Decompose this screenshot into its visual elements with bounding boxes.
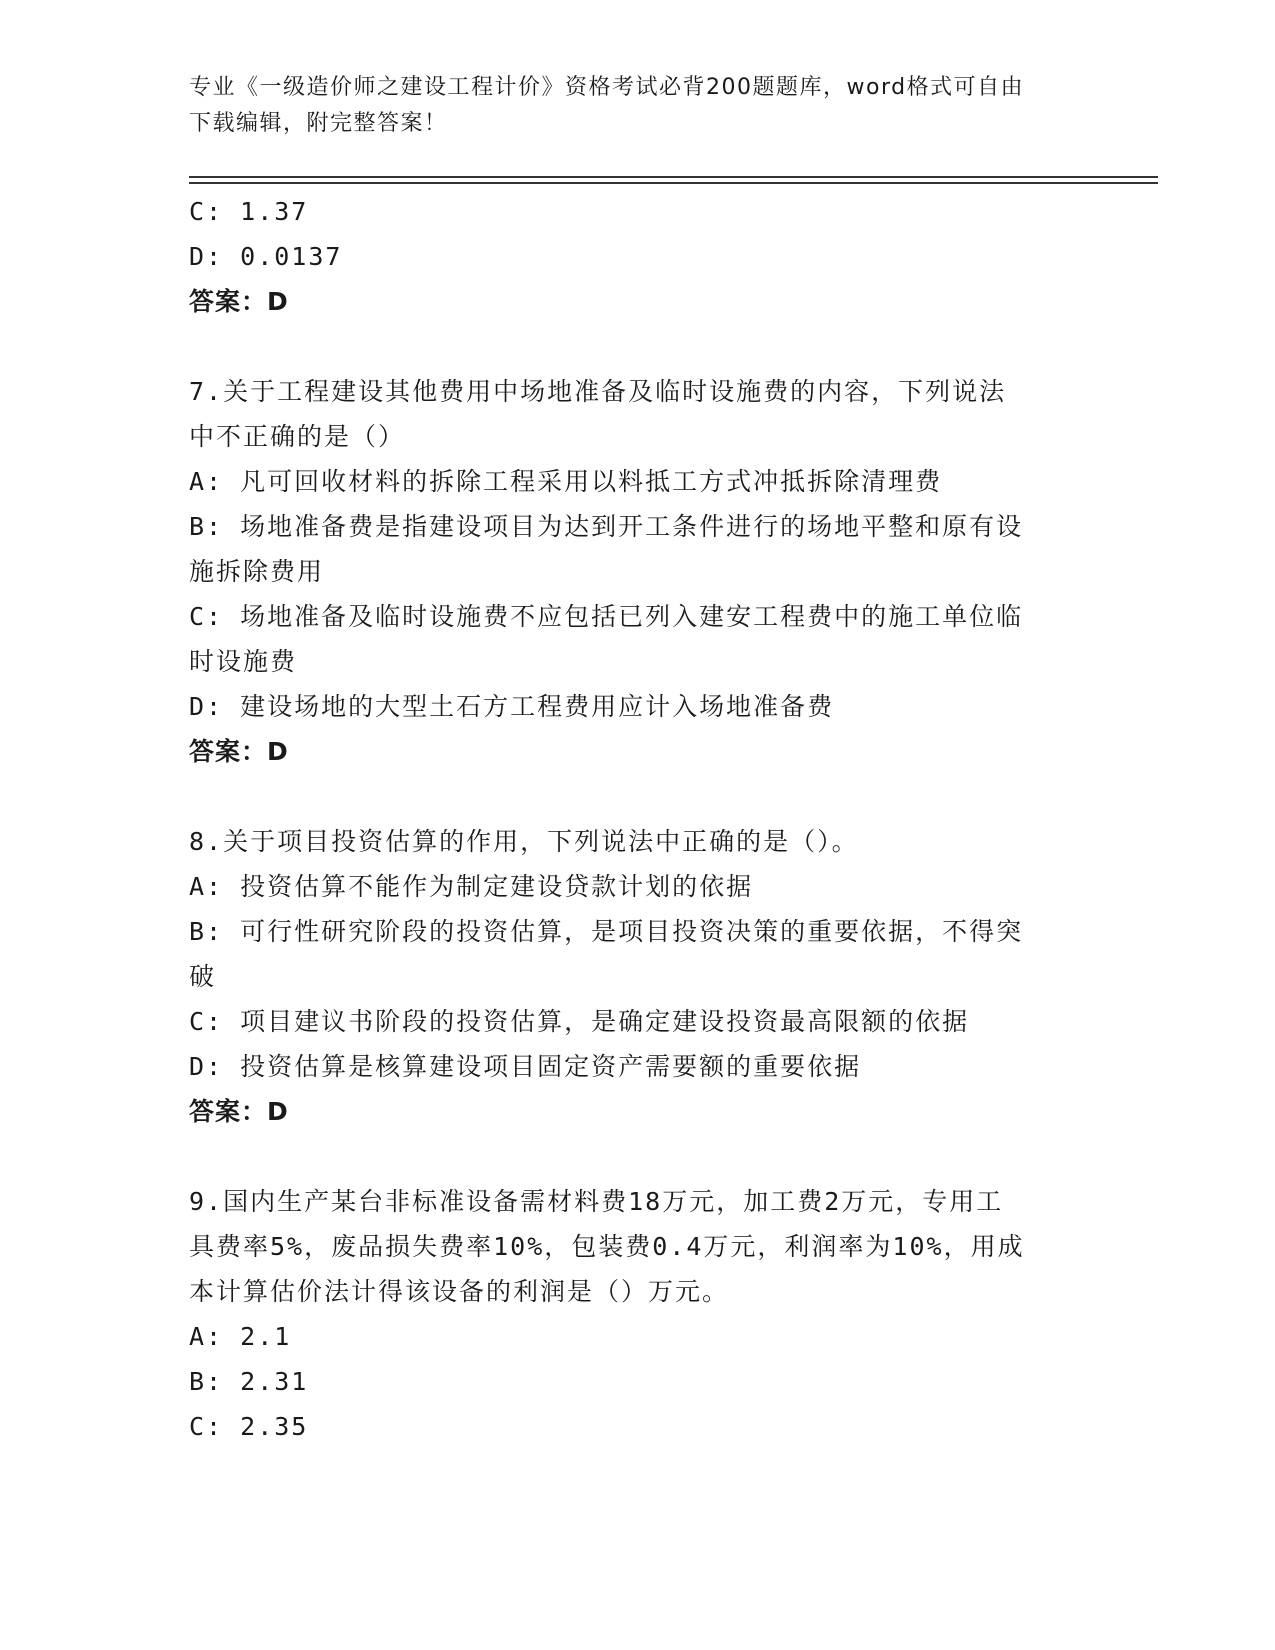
- q7-option-b-line-2: 施拆除费用: [189, 557, 325, 586]
- q8-stem: 8.关于项目投资估算的作用，下列说法中正确的是（）。: [189, 827, 859, 856]
- header-divider-top: [189, 176, 1158, 178]
- q7-stem-line-1: 7.关于工程建设其他费用中场地准备及临时设施费的内容，下列说法: [189, 377, 1007, 406]
- header-line-2: 下载编辑，附完整答案！: [189, 111, 448, 136]
- q7-answer: 答案：D: [189, 737, 289, 766]
- q8-option-d: D: 投资估算是核算建设项目固定资产需要额的重要依据: [189, 1052, 862, 1081]
- question-8: [189, 819, 1089, 1134]
- q9-stem-line-3: 本计算估价法计得该设备的利润是（）万元。: [189, 1277, 730, 1306]
- q9-option-b: B: 2.31: [189, 1367, 309, 1396]
- q9-stem-line-2: 具费率5%，废品损失费率10%，包装费0.4万元，利润率为10%，用成: [189, 1232, 1025, 1261]
- spacer: [189, 324, 1089, 369]
- question-content: [189, 189, 1089, 1449]
- spacer: [189, 1134, 1089, 1179]
- question-9: [189, 1179, 1089, 1449]
- q8-option-b-line-2: 破: [189, 962, 217, 991]
- q8-option-c: C: 项目建议书阶段的投资估算，是确定建设投资最高限额的依据: [189, 1007, 970, 1036]
- q9-stem-line-1: 9.国内生产某台非标准设备需材料费18万元，加工费2万元，专用工: [189, 1187, 1004, 1216]
- q7-option-c-line-2: 时设施费: [189, 647, 298, 676]
- header-divider-bottom: [189, 182, 1158, 184]
- q9-option-a: A: 2.1: [189, 1322, 292, 1351]
- q7-stem-line-2: 中不正确的是（）: [189, 422, 406, 451]
- q9-option-c: C: 2.35: [189, 1412, 309, 1441]
- header-line-1: 专业《一级造价师之建设工程计价》资格考试必背200题题库，word格式可自由: [189, 75, 1025, 100]
- page-header: [189, 70, 1069, 142]
- q6-option-d: D: 0.0137: [189, 242, 343, 271]
- q7-option-b-line-1: B: 场地准备费是指建设项目为达到开工条件进行的场地平整和原有设: [189, 512, 1024, 541]
- q7-option-a: A: 凡可回收材料的拆除工程采用以料抵工方式冲抵拆除清理费: [189, 467, 943, 496]
- spacer: [189, 774, 1089, 819]
- q8-option-a: A: 投资估算不能作为制定建设贷款计划的依据: [189, 872, 754, 901]
- q8-answer: 答案：D: [189, 1097, 289, 1126]
- q7-option-c-line-1: C: 场地准备及临时设施费不应包括已列入建安工程费中的施工单位临: [189, 602, 1024, 631]
- question-6-tail: [189, 189, 1089, 324]
- q6-option-c: C: 1.37: [189, 197, 309, 226]
- question-7: [189, 369, 1089, 774]
- q8-option-b-line-1: B: 可行性研究阶段的投资估算，是项目投资决策的重要依据，不得突: [189, 917, 1024, 946]
- q7-option-d: D: 建设场地的大型土石方工程费用应计入场地准备费: [189, 692, 835, 721]
- q6-answer: 答案：D: [189, 287, 289, 316]
